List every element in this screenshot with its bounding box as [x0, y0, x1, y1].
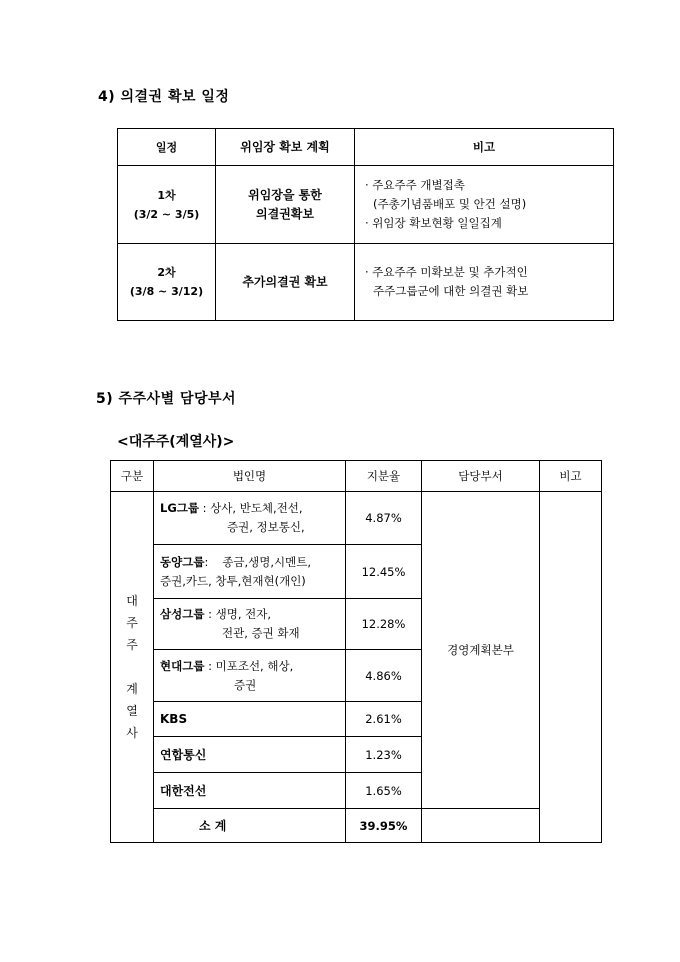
group-name: 현대그룹	[160, 658, 205, 673]
corporation-line1	[160, 553, 345, 572]
header-category: 구분	[111, 461, 154, 492]
phase-dates: (3/2 ~ 3/5)	[133, 207, 200, 221]
schedule-cell	[118, 244, 216, 321]
affiliates: 미포조선, 해상,	[215, 658, 294, 673]
affiliates-line2: 전관, 증권 화재	[222, 626, 300, 640]
note-line: · 주요주주 개별접촉	[365, 178, 465, 192]
plan-text: 의결권확보	[256, 206, 314, 221]
affiliates: 생명, 전자,	[215, 607, 272, 621]
voting-rights-schedule-table	[117, 128, 614, 321]
category-char: 계	[126, 682, 138, 696]
plan-text: 추가의결권 확보	[242, 274, 328, 289]
table-row	[118, 166, 614, 244]
department-cell: 경영계획본부	[422, 492, 540, 809]
note-line: (주총기념품배포 및 안건 설명)	[373, 197, 527, 211]
category-char: 주	[126, 616, 138, 630]
note-line: · 주요주주 미확보분 및 추가적인	[365, 265, 528, 279]
notes-cell	[355, 244, 614, 321]
total-label: 소 계	[154, 809, 346, 843]
header-remarks: 비고	[540, 461, 602, 492]
share-cell: 2.61%	[346, 702, 422, 737]
share-cell: 4.87%	[346, 492, 422, 545]
corporation-cell: KBS	[154, 702, 346, 737]
category-spacer	[111, 656, 153, 678]
separator: :	[204, 658, 216, 673]
header-plan: 위임장 확보 계획	[216, 129, 355, 166]
share-cell: 4.86%	[346, 650, 422, 702]
total-share: 39.95%	[346, 809, 422, 843]
shareholder-department-table	[110, 460, 602, 843]
corporation-cell	[154, 599, 346, 650]
table-header-row	[111, 461, 602, 492]
group-name: 삼성그룹	[160, 607, 205, 621]
affiliates-line2: 증권, 정보통신,	[227, 520, 305, 534]
share-cell: 12.28%	[346, 599, 422, 650]
category-char: 열	[126, 704, 138, 718]
group-name: 동양그룹	[160, 554, 205, 569]
header-department: 담당부서	[422, 461, 540, 492]
corporation-cell	[154, 650, 346, 702]
plan-cell	[216, 244, 355, 321]
separator: :	[204, 554, 209, 569]
separator: :	[199, 501, 211, 515]
plan-text: 위임장을 통한	[248, 187, 322, 202]
remarks-cell	[540, 492, 602, 843]
phase-label: 1차	[157, 188, 176, 202]
share-cell: 1.65%	[346, 773, 422, 809]
corporation-line1	[160, 499, 345, 518]
affiliates: 상사, 반도체,전선,	[210, 501, 303, 515]
header-notes: 비고	[355, 129, 614, 166]
table-row	[111, 492, 602, 545]
section5-heading: 5) 주주사별 담당부서	[96, 391, 237, 407]
corporation-cell: 대한전선	[154, 773, 346, 809]
header-share: 지분율	[346, 461, 422, 492]
total-row	[111, 809, 602, 843]
table-header-row	[118, 129, 614, 166]
notes-cell	[355, 166, 614, 244]
corporation-cell: 연합통신	[154, 737, 346, 773]
corporation-cell	[154, 545, 346, 599]
corporation-line1	[160, 657, 345, 676]
corporation-cell	[154, 492, 346, 545]
note-line: · 위임장 확보현황 일일집계	[365, 216, 502, 230]
plan-cell	[216, 166, 355, 244]
affiliates: 종금,생명,시멘트,	[222, 554, 312, 569]
schedule-cell	[118, 166, 216, 244]
corporation-line1	[160, 605, 345, 624]
section4-heading: 4) 의결권 확보 일정	[98, 89, 230, 105]
phase-label: 2차	[157, 266, 176, 279]
category-cell	[111, 492, 154, 843]
category-char: 주	[126, 638, 138, 652]
phase-dates: (3/8 ~ 3/12)	[129, 285, 204, 298]
category-char: 대	[126, 594, 138, 608]
subheading: <대주주(계열사)>	[117, 434, 235, 450]
share-cell: 1.23%	[346, 737, 422, 773]
total-department-cell	[422, 809, 540, 843]
share-cell: 12.45%	[346, 545, 422, 599]
header-schedule: 일정	[118, 129, 216, 166]
table-row	[118, 244, 614, 321]
separator: :	[204, 607, 216, 621]
note-line: 주주그룹군에 대한 의결권 확보	[373, 284, 529, 298]
group-name: LG그룹	[160, 501, 199, 515]
category-char: 사	[126, 726, 138, 740]
affiliates-line2: 증권,카드, 창투,현재현(개인)	[160, 573, 306, 588]
header-corporation: 법인명	[154, 461, 346, 492]
affiliates-line2: 증권	[234, 677, 257, 692]
